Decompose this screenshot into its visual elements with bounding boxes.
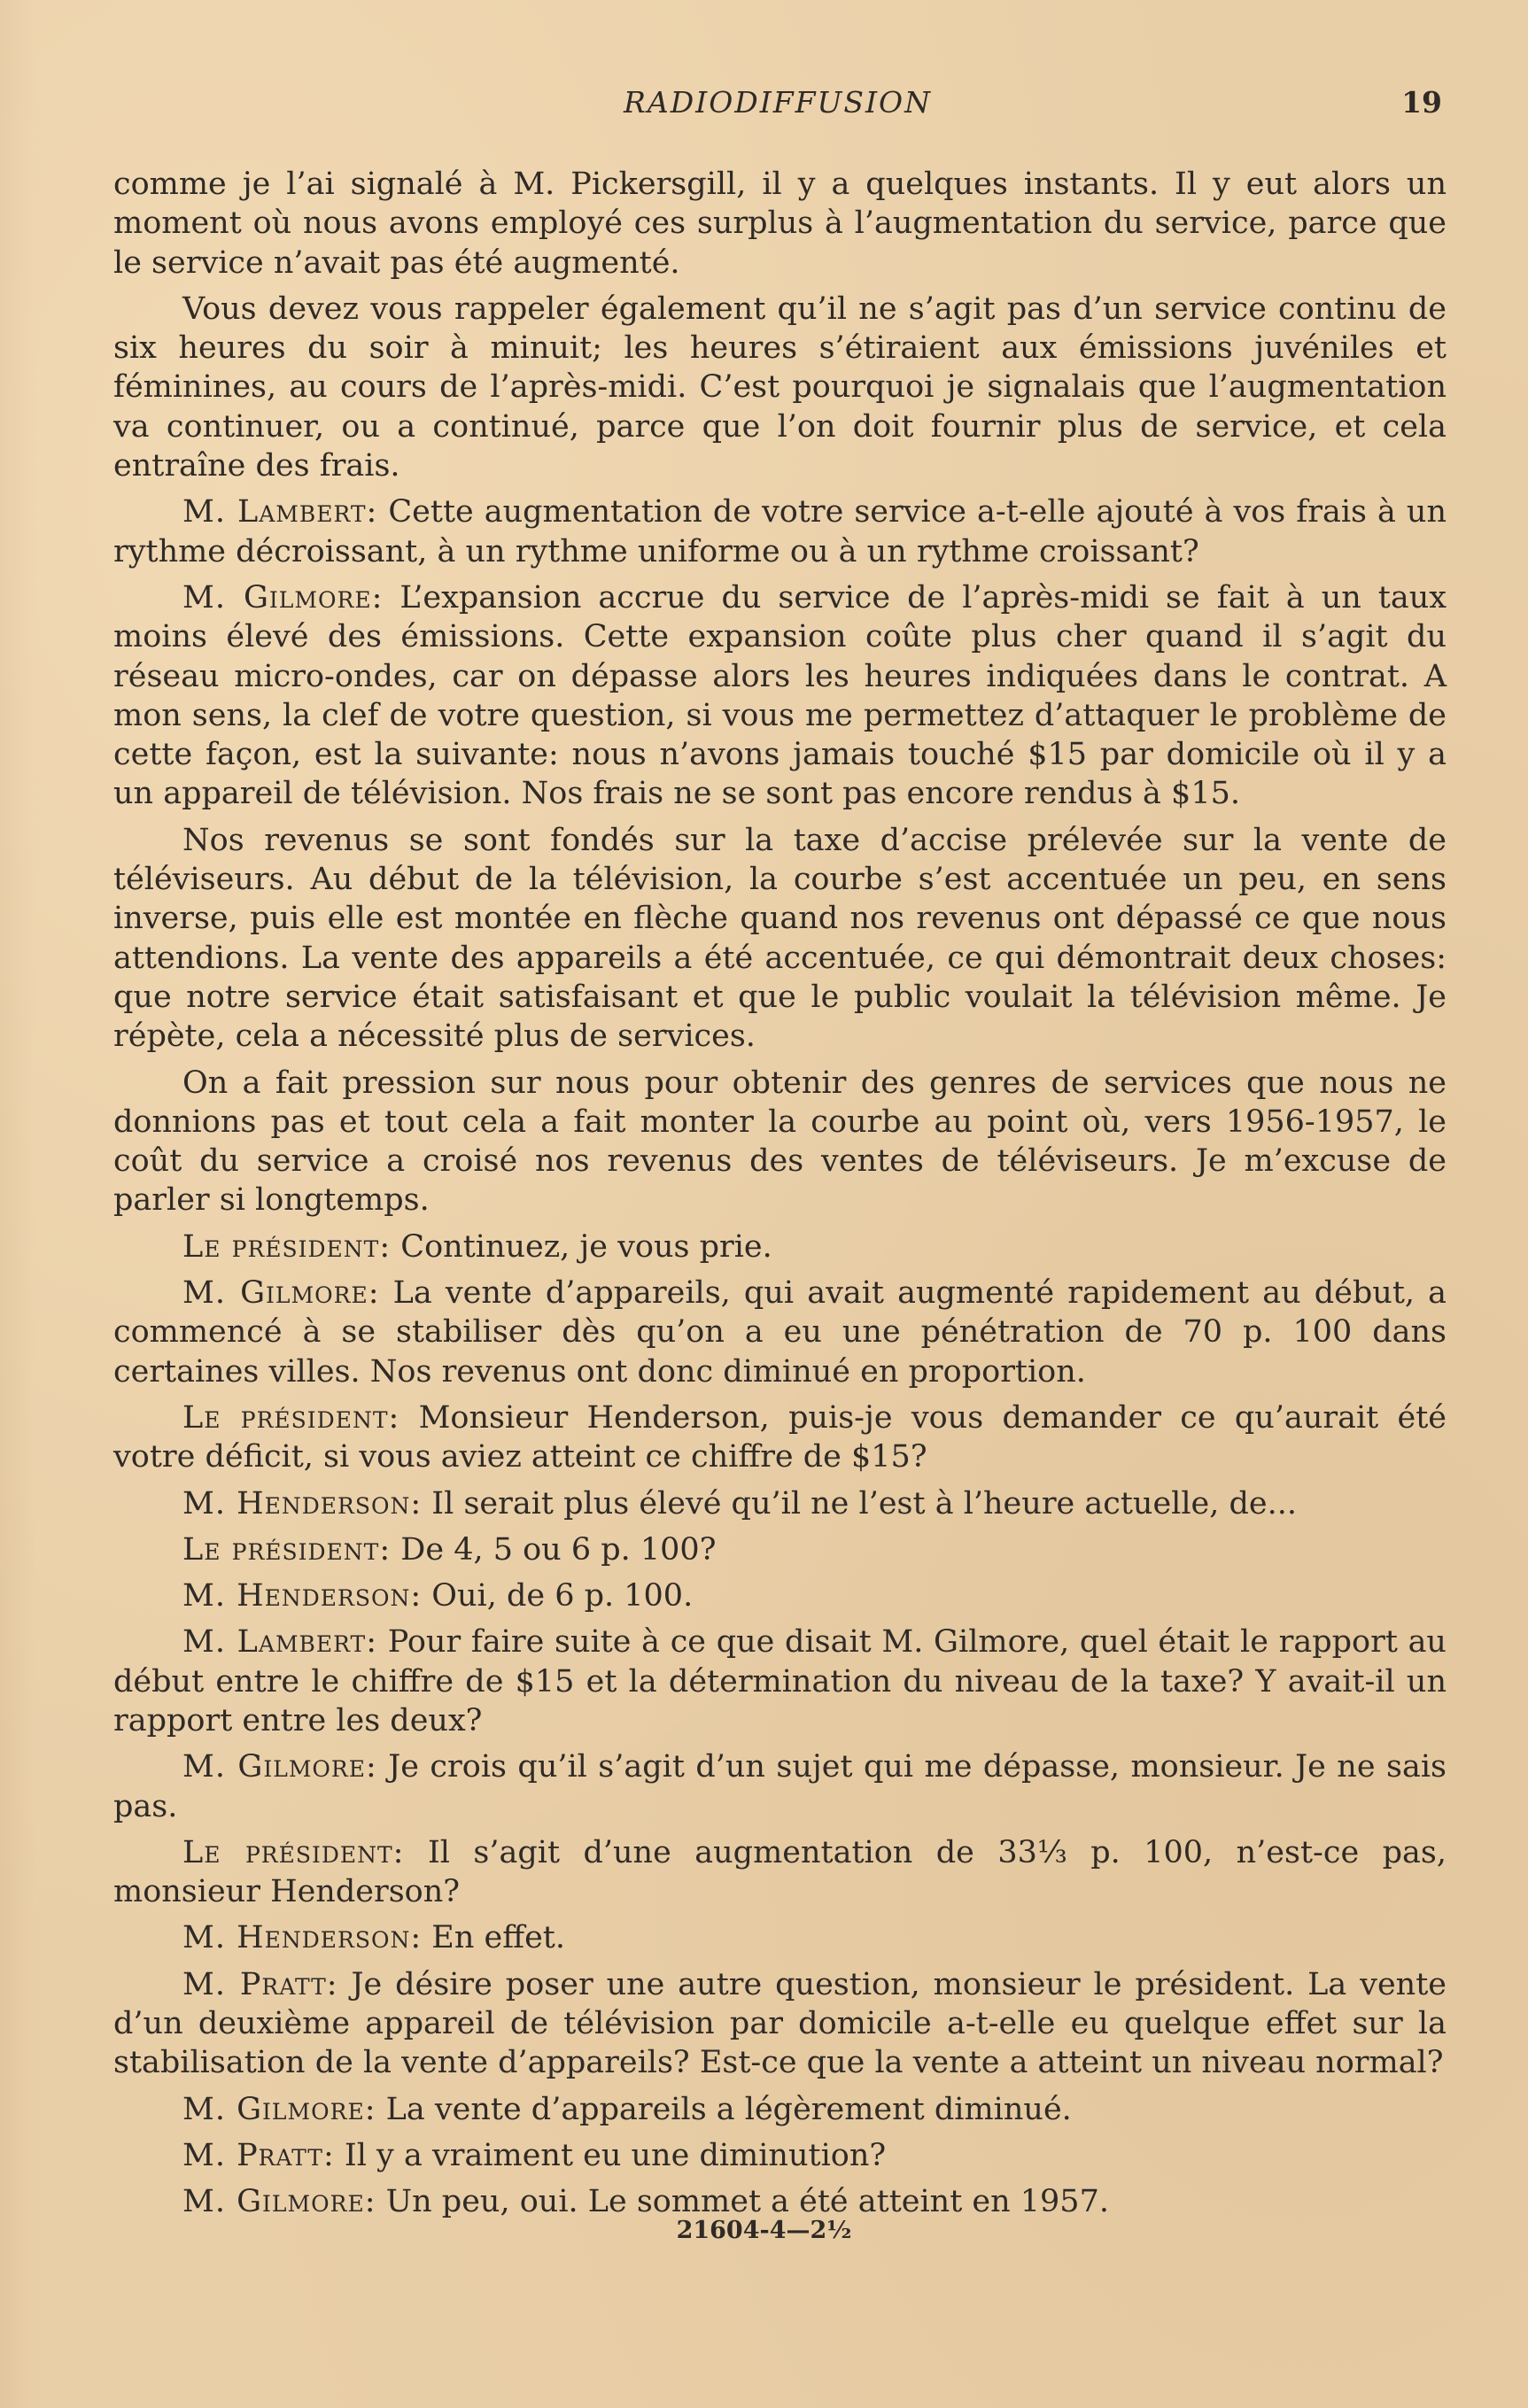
paragraph (113, 1833, 1447, 1912)
paragraph-text: comme je l’ai signalé à M. Pickersgill, il y a quelques instants. Il y eut alors un moment où nous avons employé ces surplus à l’augmentation du service, parce que le service n’avait pas été augmenté. (113, 166, 1447, 281)
paragraph-text: Un peu, oui. Le sommet a été atteint en 1957. (385, 2184, 1109, 2220)
paragraph-text: Il y a vraiment eu une diminution? (344, 2137, 887, 2173)
paragraph-text: Cette augmentation de votre service a-t-elle ajouté à vos frais à un rythme décroissant, à un rythme uniforme ou à un rythme croissant? (113, 494, 1447, 569)
paragraph-text: De 4, 5 ou 6 p. 100? (400, 1531, 717, 1568)
paragraph-text: L’expansion accrue du service de l’après-midi se fait à un taux moins élevé des émissions. Cette expansion coûte plus cher quand il s’agit du réseau micro-ondes, car on dépasse alors les heures indiquées dans le contrat. A mon sens, la clef de votre question, si vous me permettez d’attaquer le problème de cette façon, est la suivante: nous n’avons jamais touché $15 par domicile où il y a un appareil de télévision. Nos frais ne se sont pas encore rendus à $15. (113, 579, 1447, 812)
paragraph-text: Je crois qu’il s’agit d’un sujet qui me dépasse, monsieur. Je ne sais pas. (113, 1749, 1447, 1824)
paragraph-text: Vous devez vous rappeler également qu’il ne s’agit pas d’un service continu de six heures du soir à minuit; les heures s’étiraient aux émissions juvéniles et féminines, au cours de l’après-midi. C’est pourquoi je signalais que l’augmentation va continuer, ou a continué, parce que l’on doit fournir plus de service, et cela entraîne des frais. (113, 290, 1447, 484)
speaker-label: Le président: (182, 1531, 392, 1568)
paragraph-text: Pour faire suite à ce que disait M. Gilmore, quel était le rapport au début entre le chiffre de $15 et la détermination du niveau de la taxe? Y avait-il un rapport entre les deux? (113, 1624, 1447, 1738)
paragraph (113, 2090, 1447, 2129)
paragraph (113, 578, 1447, 814)
paragraph-text: Il serait plus élevé qu’il ne l’est à l’heure actuelle, de... (431, 1485, 1298, 1521)
paragraph (113, 290, 1447, 485)
paragraph (113, 2182, 1447, 2221)
page-number: 19 (1401, 85, 1442, 120)
speaker-label: M. Gilmore: (182, 2091, 376, 2127)
paragraph (113, 1965, 1447, 2083)
speaker-label: M. Henderson: (182, 1485, 423, 1521)
page-body (113, 165, 1447, 2229)
paragraph (113, 1064, 1447, 1220)
paragraph-text: La vente d’appareils a légèrement diminué. (385, 2091, 1072, 2127)
paragraph (113, 1918, 1447, 1957)
printer-signature: 21604-4—2½ (676, 2217, 852, 2244)
speaker-label: M. Gilmore: (182, 1275, 380, 1312)
speaker-label: M. Pratt: (182, 2137, 335, 2173)
paragraph-text: Continuez, je vous prie. (400, 1228, 772, 1265)
paragraph-text: Nos revenus se sont fondés sur la taxe d’accise prélevée sur la vente de téléviseurs. Au début de la télévision, la courbe s’est accentuée un peu, en sens inverse, puis elle est montée en flèche quand nos revenus ont dépassé ce que nous attendions. La vente des appareils a été accentuée, ce qui démontrait deux choses: que notre service était satisfaisant et que le public voulait la télévision même. Je répète, cela a nécessité plus de services. (113, 822, 1447, 1055)
paragraph (113, 1398, 1447, 1477)
running-title: RADIODIFFUSION (624, 85, 932, 120)
paragraph (113, 2136, 1447, 2175)
paragraph-text: Oui, de 6 p. 100. (431, 1578, 694, 1614)
paragraph (113, 1747, 1447, 1826)
paragraph-text: Il s’agit d’une augmentation de 33⅓ p. 100, n’est-ce pas, monsieur Henderson? (113, 1834, 1447, 1910)
speaker-label: Le président: (182, 1834, 405, 1870)
speaker-label: M. Gilmore: (182, 579, 384, 616)
speaker-label: M. Henderson: (182, 1578, 423, 1614)
paragraph-text: La vente d’appareils, qui avait augmenté rapidement au début, a commencé à se stabiliser dès qu’on a eu une pénétration de 70 p. 100 dans certaines villes. Nos revenus ont donc diminué en proportion. (113, 1275, 1447, 1390)
speaker-label: M. Gilmore: (182, 2184, 376, 2220)
speaker-label: Le président: (182, 1228, 392, 1265)
speaker-label: M. Lambert: (182, 494, 378, 530)
paragraph (113, 1274, 1447, 1391)
paragraph-text: En effet. (431, 1920, 565, 1956)
speaker-label: Le président: (182, 1399, 400, 1436)
speaker-label: M. Lambert: (182, 1624, 378, 1661)
paragraph (113, 1484, 1447, 1523)
paragraph (113, 1622, 1447, 1740)
paragraph (113, 1530, 1447, 1569)
speaker-label: M. Gilmore: (182, 1749, 377, 1785)
paragraph (113, 1227, 1447, 1266)
paragraph-text: Je désire poser une autre question, monsieur le président. La vente d’un deuxième appareil de télévision par domicile a-t-elle eu quelque effet sur la stabilisation de la vente d’appareils? Est-ce que la vente a atteint un niveau normal? (113, 1966, 1447, 2081)
speaker-label: M. Henderson: (182, 1920, 423, 1956)
page-header (113, 85, 1442, 129)
paragraph (113, 165, 1447, 283)
paragraph-text: On a fait pression sur nous pour obtenir des genres de services que nous ne donnions pas et tout cela a fait monter la courbe au point où, vers 1956-1957, le coût du service a croisé nos revenus des ventes de téléviseurs. Je m’excuse de parler si longtemps. (113, 1065, 1447, 1219)
paragraph-text: Monsieur Henderson, puis-je vous demander ce qu’aurait été votre déficit, si vous aviez atteint ce chiffre de $15? (113, 1399, 1447, 1475)
paragraph (113, 492, 1447, 571)
paragraph (113, 821, 1447, 1057)
speaker-label: M. Pratt: (182, 1966, 338, 2002)
paragraph (113, 1576, 1447, 1615)
